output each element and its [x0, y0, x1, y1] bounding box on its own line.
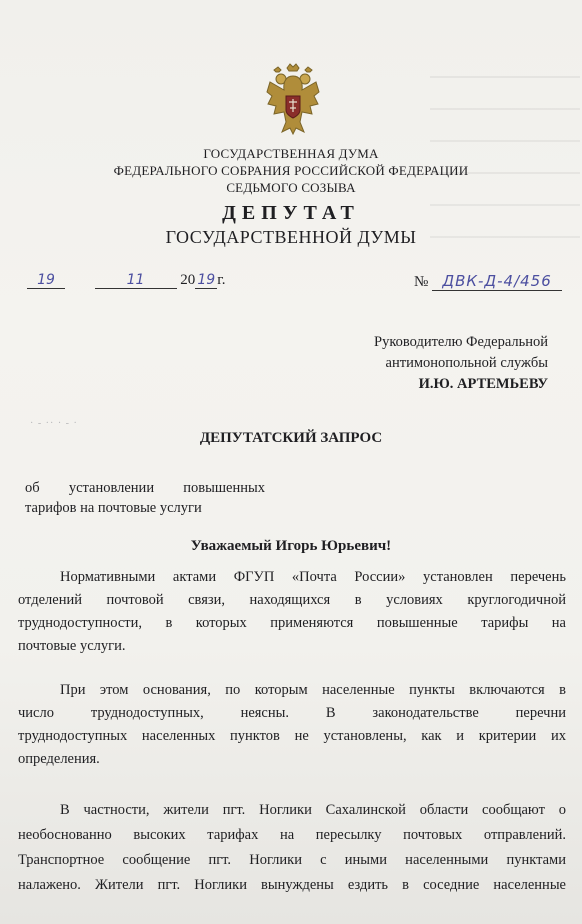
faint-mark: · - ·· · - · [30, 418, 78, 429]
subject-line-2: тарифов на почтовые услуги [25, 500, 202, 516]
paragraph-line: В частности, жители пгт. Ноглики Сахалинской области сообщают о [60, 802, 566, 818]
paragraph-line: почтовые услуги. [18, 638, 126, 654]
document-title: ДЕПУТАТСКИЙ ЗАПРОС [199, 430, 383, 446]
addressee-block [374, 332, 548, 395]
paragraph-line: отделений почтовой связи, находящихся в условиях круглогодичной [18, 592, 566, 608]
coat-of-arms-icon [264, 62, 322, 136]
date-month: 11 [95, 272, 177, 289]
paragraph-line: При этом основания, по которым населенные пункты включаются в [60, 682, 566, 698]
addressee-line-1: Руководителю Федеральной [374, 334, 548, 350]
paragraph-line: налажено. Жители пгт. Ноглики вынуждены ездить в соседние населенные [18, 877, 566, 893]
subject-word: установлении [68, 480, 155, 496]
paragraph-line: Транспортное сообщение пгт. Ноглики с иными населенными пунктами [18, 852, 566, 868]
subject-block [25, 478, 265, 518]
paragraph-2 [18, 679, 566, 771]
paragraph-1 [18, 566, 566, 658]
subject-word: об [25, 480, 40, 496]
date-field [27, 272, 225, 289]
reference-field [414, 272, 562, 291]
date-suffix: г. [217, 272, 226, 288]
subject-line-1 [25, 478, 265, 498]
paragraph-line: труднодоступности, в которых применяются повышенные тарифы на [18, 615, 566, 631]
addressee-name: И.Ю. АРТЕМЬЕВУ [418, 376, 548, 392]
paragraph-line: Нормативными актами ФГУП «Почта России» установлен перечень [60, 569, 566, 585]
paragraph-line: число труднодоступных, неясны. В законодательстве перечни [18, 705, 566, 721]
org-line-1: ГОСУДАРСТВЕННАЯ ДУМА [203, 146, 379, 161]
paragraph-3 [18, 798, 566, 898]
reference-number: ДВК-Д-4/456 [432, 272, 562, 291]
org-line-2: ФЕДЕРАЛЬНОГО СОБРАНИЯ РОССИЙСКОЙ ФЕДЕРАЦИИ [113, 163, 469, 178]
org-line-3: СЕДЬМОГО СОЗЫВА [226, 180, 356, 195]
paragraph-line: определения. [18, 751, 100, 767]
greeting: Уважаемый Игорь Юрьевич! [190, 538, 392, 554]
deputy-title: ДЕПУТАТ [222, 202, 360, 224]
addressee-line-2: антимонопольной службы [385, 355, 548, 371]
duma-subtitle: ГОСУДАРСТВЕННОЙ ДУМЫ [165, 227, 417, 247]
paragraph-line: необоснованно высоких тарифах на пересылку почтовых отправлений. [18, 827, 566, 843]
date-year-suffix: 19 [195, 272, 217, 289]
date-day: 19 [27, 272, 65, 289]
subject-word: повышенных [183, 480, 265, 496]
paragraph-line: труднодоступных населенных пунктов не установлены, как и критерии их [18, 728, 566, 744]
reference-prefix: № [414, 274, 429, 290]
date-year-prefix: 20 [180, 272, 196, 288]
